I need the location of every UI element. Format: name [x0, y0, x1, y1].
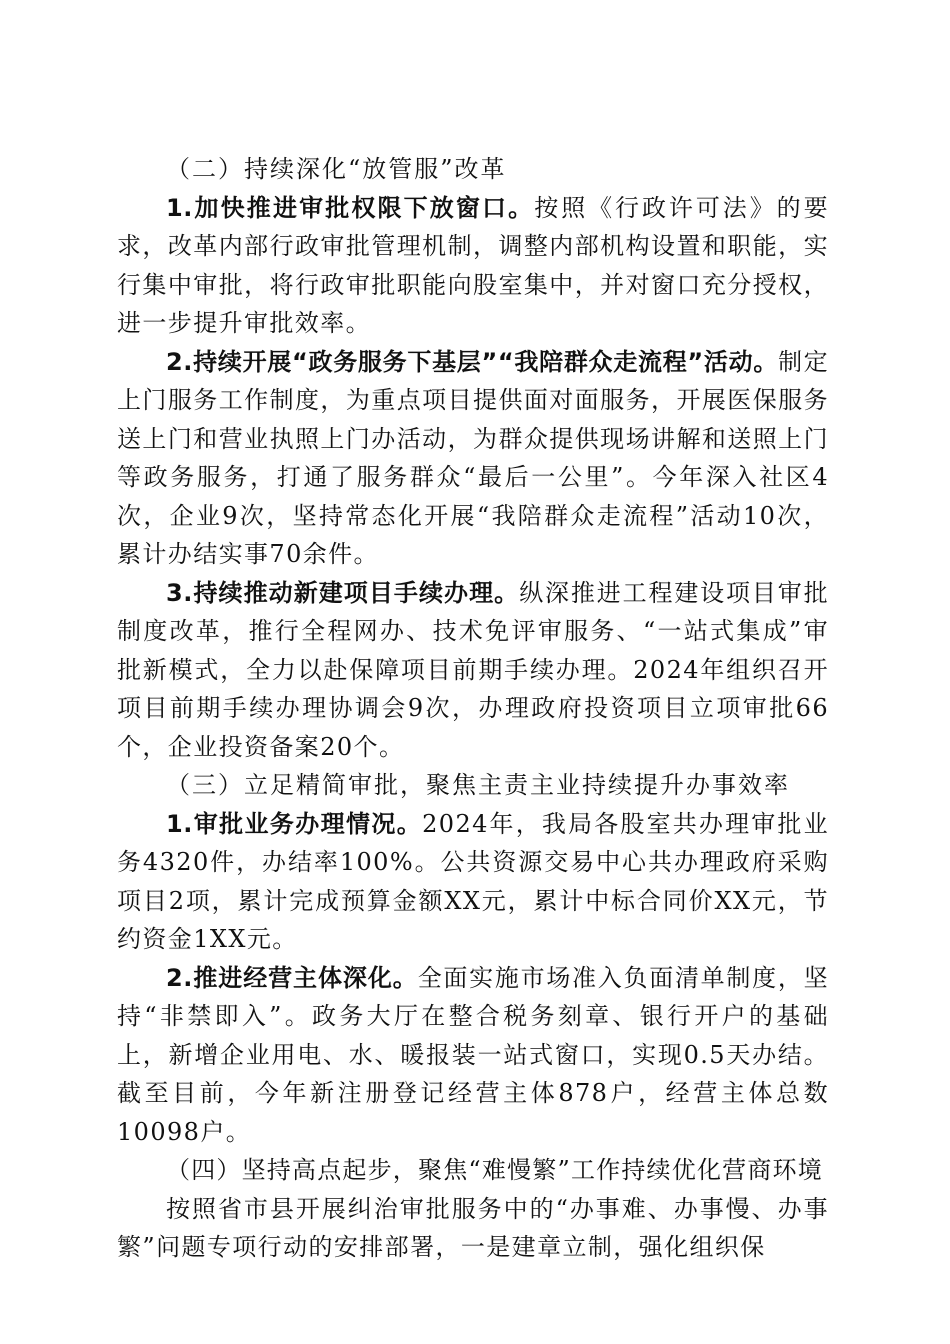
- document-body: [117, 150, 829, 1267]
- item-title: 1.审批业务办理情况。: [166, 809, 423, 838]
- paragraph-item-3-1: [117, 805, 829, 959]
- item-title: 3.持续推动新建项目手续办理。: [166, 578, 520, 607]
- item-body: 制定上门服务工作制度，为重点项目提供面对面服务，开展医保服务送上门和营业执照上门办活动，为群众提供现场讲解和送照上门等政务服务，打通了服务群众“最后一公里”。今年深入社区4次，企业9次，坚持常态化开展“我陪群众走流程”活动10次，累计办结实事70余件。: [117, 347, 829, 568]
- item-body: 按照《行政许可法》的要求，改革内部行政审批管理机制，调整内部机构设置和职能，实行集中审批，将行政审批职能向股室集中，并对窗口充分授权，进一步提升审批效率。: [117, 193, 829, 337]
- item-body: 纵深推进工程建设项目审批制度改革，推行全程网办、技术免评审服务、“一站式集成”审批新模式，全力以赴保障项目前期手续办理。2024年组织召开项目前期手续办理协调会9次，办理政府投资项目立项审批66个，企业投资备案20个。: [117, 578, 829, 761]
- item-title: 1.加快推进审批权限下放窗口。: [166, 193, 535, 222]
- paragraph-item-2-1: [117, 189, 829, 343]
- paragraph-item-3-2: [117, 959, 829, 1152]
- paragraph-section-4-body: 按照省市县开展纠治审批服务中的“办事难、办事慢、办事繁”问题专项行动的安排部署，一是建章立制，强化组织保: [117, 1194, 829, 1261]
- paragraph-item-2-3: [117, 574, 829, 767]
- item-title: 2.持续开展“政务服务下基层”“我陪群众走流程”活动。: [166, 347, 779, 376]
- item-body: 全面实施市场准入负面清单制度，坚持“非禁即入”。政务大厅在整合税务刻章、银行开户的基础上，新增企业用电、水、暖报装一站式窗口，实现0.5天办结。截至目前，今年新注册登记经营主体878户，经营主体总数10098户。: [117, 963, 829, 1146]
- item-body: 2024年，我局各股室共办理审批业务4320件，办结率100%。公共资源交易中心共办理政府采购项目2项，累计完成预算金额XX元，累计中标合同价XX元，节约资金1XX元。: [117, 809, 829, 953]
- section-heading-4: （四）坚持高点起步，聚焦“难慢繁”工作持续优化营商环境: [166, 1156, 823, 1184]
- section-heading-3: （三）立足精简审批，聚焦主责主业持续提升办事效率: [166, 771, 790, 799]
- item-title: 2.推进经营主体深化。: [166, 963, 418, 992]
- paragraph-item-2-2: [117, 343, 829, 574]
- section-heading-2: （二）持续深化“放管服”改革: [166, 155, 507, 183]
